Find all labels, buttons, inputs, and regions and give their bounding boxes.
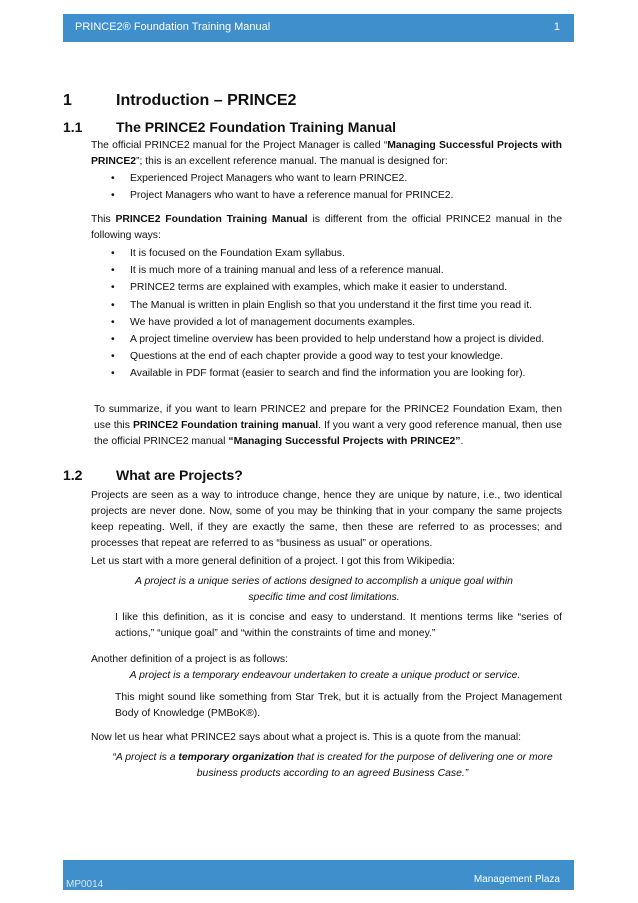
audience-list (111, 170, 562, 204)
pmbok-quote: A project is a temporary endeavour undertaken to create a unique product or service. (129, 670, 521, 681)
page-header (63, 14, 574, 42)
intro-paragraph: The official PRINCE2 manual for the Project Manager is called “Managing Successful Projects with PRINCE2”; this is an excellent reference manual. The manual is designed for: (91, 140, 563, 167)
projects-paragraph-2: Let us start with a more general definition of a project. I got this from Wikipedia: (91, 556, 455, 567)
section-1-number: 1 (63, 92, 72, 109)
header-title: PRINCE2® Foundation Training Manual (75, 21, 271, 33)
wikipedia-quote: A project is a unique series of actions designed to accomplish a unique goal within specific time and cost limitations. (135, 576, 513, 603)
prince2-quote: “A project is a temporary organization that is created for the purpose of delivering one or more business products according to an agreed Business Case.” (112, 752, 553, 779)
list-item: • Project Managers who want to have a reference manual for PRINCE2. (111, 187, 562, 204)
list-item: • It is much more of a training manual and less of a reference manual. (111, 262, 562, 279)
projects-paragraph-5: This might sound like something from Star Trek, but it is actually from the Project Management Body of Knowledge (PMBoK®). (115, 692, 562, 719)
summary-paragraph: To summarize, if you want to learn PRINCE2 and prepare for the PRINCE2 Foundation Exam, then use this PRINCE2 Foundation training manual. If you want a very good reference manual, then use the official PRINCE2 manual “Managing Successful Projects with PRINCE2”. (94, 404, 562, 447)
section-1-2-number: 1.2 (63, 467, 83, 483)
list-item: • PRINCE2 terms are explained with examples, which make it easier to understand. (111, 279, 562, 296)
list-item: • A project timeline overview has been provided to help understand how a project is divided. (111, 331, 562, 348)
section-1-1-title: The PRINCE2 Foundation Training Manual (116, 119, 397, 135)
list-item: • Questions at the end of each chapter provide a good way to test your knowledge. (111, 348, 562, 365)
document-code: MP0014 (66, 879, 104, 890)
page-number: 1 (553, 21, 560, 33)
list-item: • The Manual is written in plain English so that you understand it the first time you read it. (111, 297, 562, 314)
projects-paragraph-1: Projects are seen as a way to introduce change, hence they are unique by nature, i.e., two identical projects are never done. Now, some of you may be thinking that in your company the same projects keep repeating. Well, if they are exactly the same, then these are referred to as processes; and processes that repeat are referred to as “business as usual” or operations. (91, 490, 562, 549)
projects-paragraph-3: I like this definition, as it is concise and easy to understand. It mentions terms like “series of actions,” “unique goal” and “within the constraints of time and money.” (115, 612, 562, 639)
projects-paragraph-4: Another definition of a project is as follows: (91, 654, 288, 665)
list-item: • We have provided a lot of management documents examples. (111, 314, 562, 331)
differences-list (111, 245, 562, 383)
list-item: • Experienced Project Managers who want to learn PRINCE2. (111, 170, 562, 187)
list-item: • Available in PDF format (easier to search and find the information you are looking for). (111, 365, 562, 382)
section-1-2-title: What are Projects? (116, 467, 243, 483)
list-item: • It is focused on the Foundation Exam syllabus. (111, 245, 562, 262)
page-footer (63, 860, 574, 890)
section-1-1-number: 1.1 (63, 119, 83, 135)
projects-paragraph-6: Now let us hear what PRINCE2 says about what a project is. This is a quote from the manual: (91, 732, 522, 743)
section-1-title: Introduction – PRINCE2 (116, 92, 297, 109)
differences-intro: This PRINCE2 Foundation Training Manual is different from the official PRINCE2 manual in the following ways: (91, 214, 562, 241)
company-name: Management Plaza (473, 874, 560, 885)
